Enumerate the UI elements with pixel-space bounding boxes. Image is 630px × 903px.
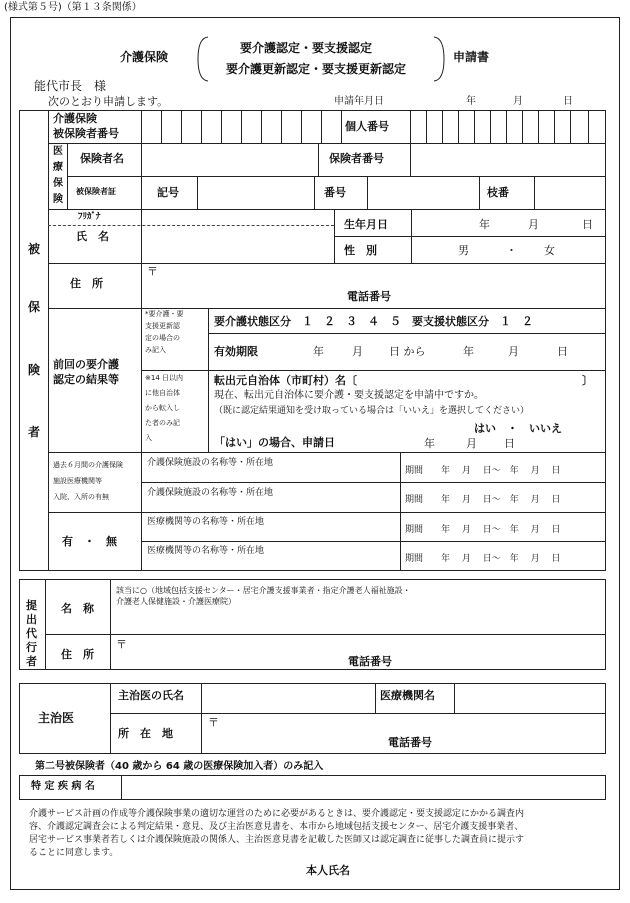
title-suffix: 申請書 (453, 50, 490, 64)
form-number: (様式第５号)（第１３条関係） (4, 2, 142, 13)
facility-row-4-label: 医療機関等の名称等・所在地 (147, 546, 265, 556)
presence-choice[interactable]: 有 ・ 無 (62, 535, 117, 548)
transfer-origin-field[interactable] (392, 373, 582, 387)
facility-note-2: 施設医療機関等 (53, 477, 102, 485)
facility-row-1-label: 介護保険施設の名称等・所在地 (147, 458, 274, 468)
application-form-page: (様式第５号)（第１３条関係） 介護保険 要介護認定・要支援認定 要介護更新認定・要支援更新認定 申請書 能代市長 様 次のとおり申請します。 申請年月日 年 月 日 被 保 険 者 介護保険 被保険者番号 個人番号 医 療 保 険 保険者名 保険者番号 被保険者証 記号 番号 枝番 ﾌﾘｶﾞﾅ 氏 名 生年月日 年 月 日 性 別 男 ・ 女 住 所 〒 電話番号 前回の要介護 認定の結果等 *要介護・要 支援更新認 定の場合の み記入 要介護状態区分 １ ２ ３ ４ ５ 要支援状態区分 １ ２ 有効期限 年 月 日 から 年 月 日 ※14 日以内 に他自治体 から転入し た者のみ記 入 転出元自治体（市町村）名〔 〕 現在、転出元自治体に要介護・要支援認定を申請中ですか。 （既に認定結果通知を受け取っている場合は「いいえ」を選択してください） はい ・ いいえ 「はい」の場合、申請日 年 月 日 過去６月間の介護保険 施設医療機関等 入院、入所の有無 有 ・ 無 介護保険施設の名称等・所在地 期間 年 月 日～ 年 月 日 介護保険施設の名称等・所在地 期間 年 月 日～ 年 月 日 医療機関等の名称等・所在地 期間 年 月 日～ 年 月 日 医療機関等の名称等・所在地 期間 年 月 日～ 年 月 日 提 出 代 行 者 名 称 該当に○（地域包括支援センター・居宅介護支援事業者・指定介護老人福祉施設・ 介護老人保健施設・介護医療院） 住 所 〒 電話番号 主治医 主治医の氏名 医療機関名 所 在 地 〒 電話番号 第二号被保険者（40 歳から 64 歳の医療保険加入者）のみ記入 特 定 疾 病 名 介護サービス計画の作成等介護保険事業の適切な運営のために必要があるときは、要介護認定・要支援認定にかかる調査内 容、介護認定調査会による判定結果・意見、及び主治医意見書を、本市から地域包括支援センター、居宅介護支援事業者、 居宅サービス事業者若しくは介護保険施設の関係人、主治医意見書を記載した医師又は認定調査に従事した調査員に提示す ることに同意します。 本人氏名 (0, 0, 630, 903)
left-bracket (196, 36, 210, 82)
branch-field[interactable] (535, 177, 605, 208)
signature-field[interactable] (360, 861, 600, 881)
name-label: 氏 名 (76, 230, 109, 243)
insured-side-label-4: 者 (28, 425, 41, 439)
proxy-name-field[interactable] (112, 610, 604, 632)
proxy-type-note-1[interactable]: 該当に○（地域包括支援センター・居宅介護支援事業者・指定介護老人福祉施設・ (116, 586, 411, 595)
doctor-label: 主治医 (38, 711, 75, 725)
insurer-number-label: 保険者番号 (329, 152, 384, 165)
facility-row-2-field[interactable] (142, 501, 398, 511)
transfer-question-note: （既に認定結果通知を受け取っている場合は「いいえ」を選択してください） (214, 406, 530, 416)
transfer-question: 現在、転出元自治体に要介護・要支援認定を申請中ですか。 (214, 390, 484, 401)
proxy-name-label: 名 称 (61, 602, 94, 615)
name-field[interactable] (142, 227, 332, 262)
facility-row-1-period: 期間 (405, 466, 424, 476)
proxy-phone-label: 電話番号 (348, 655, 392, 668)
transfer-note-2: に他自治体 (145, 389, 180, 397)
facility-row-2-label: 介護保険施設の名称等・所在地 (147, 488, 274, 498)
insured-side-label-2: 保 (28, 300, 41, 314)
facility-row-3-period: 期間 (405, 525, 424, 535)
medical-side-label-3: 保 (53, 178, 63, 189)
facility-row-3-label: 医療機関等の名称等・所在地 (147, 517, 265, 527)
date-month: 月 (513, 96, 523, 107)
birth-label: 生年月日 (344, 218, 388, 231)
disease-label: 特 定 疾 病 名 (31, 781, 95, 792)
proxy-side-label-4: 行 (26, 641, 37, 654)
insured-side-label-3: 険 (28, 363, 41, 377)
proxy-side-label-1: 提 (26, 599, 37, 612)
proxy-postal-mark: 〒 (116, 638, 127, 651)
facility-row-4-dates[interactable]: 年 月 日～ 年 月 日 (441, 554, 561, 564)
insured-side-label-1: 被 (28, 242, 41, 256)
doctor-phone-label: 電話番号 (388, 736, 432, 749)
proxy-side-label-5: 者 (26, 655, 37, 668)
medical-side-label-2: 療 (53, 162, 63, 173)
postal-mark: 〒 (147, 265, 158, 278)
doctor-name-field[interactable] (202, 684, 374, 712)
renewal-note-3: 定の場合の (145, 334, 180, 342)
right-bracket (432, 36, 446, 82)
facility-row-4-period: 期間 (405, 554, 424, 564)
proxy-side-label-2: 出 (26, 613, 37, 626)
facility-row-3-dates[interactable]: 年 月 日～ 年 月 日 (441, 525, 561, 535)
transfer-note-3: から転入し (145, 404, 180, 412)
application-date-label: 申請年月日 (334, 96, 384, 107)
intro-text: 次のとおり申請します。 (48, 95, 169, 108)
proxy-side-label-3: 代 (26, 627, 37, 640)
symbol-field[interactable] (198, 177, 313, 208)
transfer-note-1: ※14 日以内 (145, 374, 183, 382)
branch-label: 枝番 (487, 186, 509, 199)
symbol-label: 記号 (157, 186, 179, 199)
facility-row-2-dates[interactable]: 年 月 日～ 年 月 日 (441, 495, 561, 505)
insured-number-label-2: 被保険者番号 (53, 127, 119, 140)
personal-number-label: 個人番号 (345, 120, 389, 133)
consent-line-4: ることに同意します。 (29, 848, 119, 858)
gender-label: 性 別 (344, 244, 377, 257)
signature-label: 本人氏名 (306, 864, 350, 877)
disease-field[interactable] (122, 776, 605, 799)
furigana-label: ﾌﾘｶﾞﾅ (78, 212, 101, 222)
proxy-address-label: 住 所 (61, 648, 94, 661)
institution-field[interactable] (455, 684, 605, 712)
date-day: 日 (563, 96, 573, 107)
yes-no-choice[interactable]: はい ・ いいえ (474, 422, 562, 435)
phone-label: 電話番号 (347, 290, 391, 303)
renewal-note-4: み記入 (145, 346, 166, 354)
insurer-name-field[interactable] (142, 144, 317, 175)
care-level-options[interactable]: 要介護状態区分 １ ２ ３ ４ ５ 要支援状態区分 １ ２ (214, 315, 533, 328)
second-insured-title: 第二号被保険者（40 歳から 64 歳の医療保険加入者）のみ記入 (35, 761, 324, 772)
facility-row-4-field[interactable] (142, 559, 398, 569)
yes-case-label: 「はい」の場合、申請日 (214, 436, 335, 449)
facility-row-3-field[interactable] (142, 530, 398, 540)
card-label: 被保険者証 (76, 187, 116, 196)
title-option-top: 要介護認定・要支援認定 (240, 41, 373, 55)
consent-line-3: 居宅サービス事業者若しくは介護保険施設の関係人、主治医意見書を記載した医師又は認定調査に従事した調査員に提示す (29, 835, 525, 845)
prev-result-label-2: 認定の結果等 (53, 373, 119, 386)
doctor-postal-mark: 〒 (208, 716, 219, 729)
doctor-address-label: 所 在 地 (118, 727, 173, 740)
card-number-label: 番号 (324, 186, 346, 199)
institution-label: 医療機関名 (380, 689, 435, 702)
prev-result-label-1: 前回の要介護 (53, 358, 119, 371)
furigana-field[interactable] (142, 210, 332, 224)
consent-line-1: 介護サービス計画の作成等介護保険事業の適切な運営のために必要があるときは、要介護認定・要支援認定にかかる調査内 (29, 809, 525, 819)
facility-row-1-field[interactable] (142, 471, 398, 481)
insurer-name-label: 保険者名 (80, 152, 124, 165)
transfer-note-4: た者のみ記 (145, 419, 180, 427)
facility-note-3: 入院、入所の有無 (53, 493, 109, 501)
proxy-type-note-2: 介護老人保健施設・介護医療院） (116, 597, 236, 606)
address-label: 住 所 (70, 277, 103, 290)
medical-side-label-1: 医 (53, 146, 63, 157)
insured-number-label-1: 介護保険 (53, 112, 97, 125)
title-prefix: 介護保険 (120, 50, 169, 64)
medical-side-label-4: 険 (53, 194, 63, 205)
facility-row-1-dates[interactable]: 年 月 日～ 年 月 日 (441, 466, 561, 476)
valid-period-label: 有効期限 (214, 345, 258, 358)
renewal-note-2: 支援更新認 (145, 322, 180, 330)
transfer-note-5: 入 (145, 434, 152, 442)
facility-row-2-period: 期間 (405, 495, 424, 505)
date-year: 年 (466, 96, 476, 107)
insurer-number-field[interactable] (411, 144, 605, 175)
consent-line-2: 容、介護認定調査会による判定結果・意見、及び主治医意見書を、本市から地域包括支援センター、居宅介護支援事業者、 (29, 822, 524, 832)
card-number-field[interactable] (368, 177, 478, 208)
renewal-note-1: *要介護・要 (145, 310, 184, 318)
transfer-origin-label: 転出元自治体（市町村）名〔 (214, 374, 357, 387)
facility-note-1: 過去６月間の介護保険 (53, 461, 123, 469)
addressee: 能代市長 様 (34, 79, 107, 93)
title-option-bottom: 要介護更新認定・要支援更新認定 (226, 62, 407, 76)
doctor-name-label: 主治医の氏名 (118, 689, 184, 702)
transfer-origin-close: 〕 (582, 374, 593, 387)
